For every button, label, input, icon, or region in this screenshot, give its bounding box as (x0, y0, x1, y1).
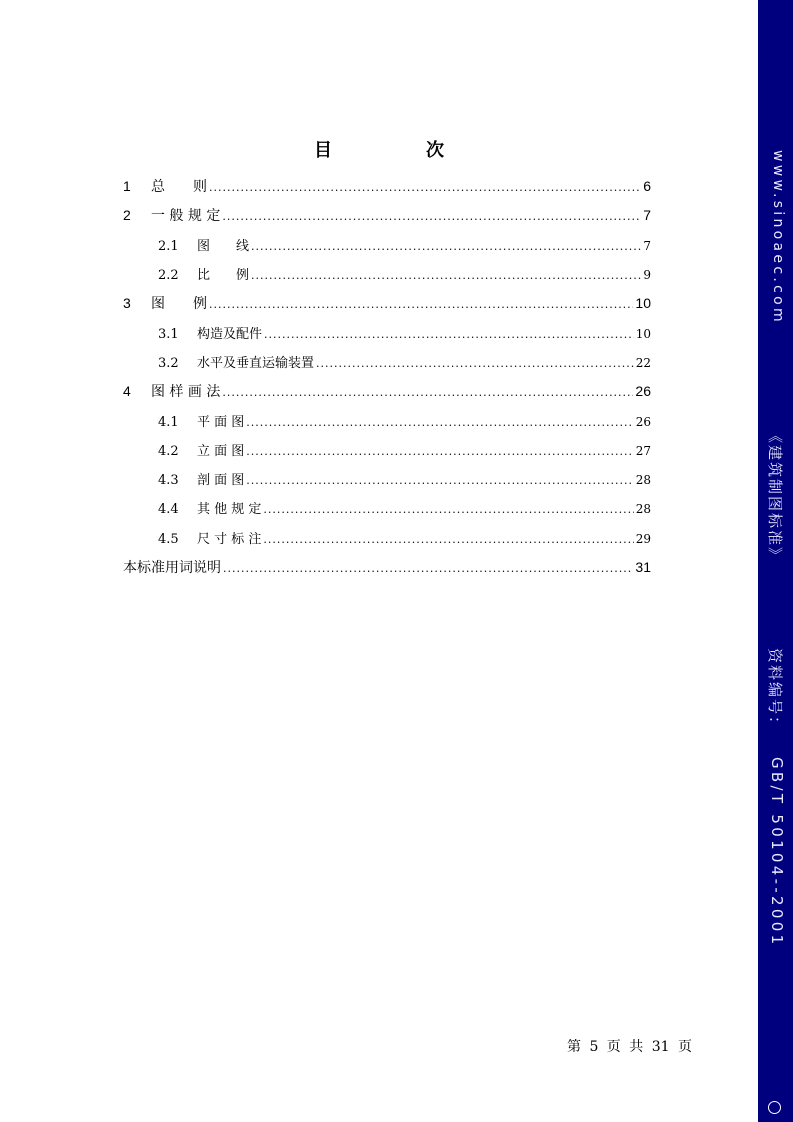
toc-entry[interactable]: 3 图 例 ..... 10 (123, 293, 651, 315)
page-title: 目 次 (314, 140, 482, 161)
website-text: www.sinoaec.com (770, 150, 786, 325)
toc-entry[interactable]: 4.1 平 面 图 ..... 26 (158, 411, 651, 433)
logo-icon (768, 1101, 781, 1114)
page-number-footer: 第 5 页 共 31 页 (567, 1039, 692, 1055)
toc-entry[interactable]: 2 一 般 规 定 ..... 7 (123, 205, 651, 227)
toc-entry[interactable]: 1 总 则 ..... 6 (123, 176, 651, 198)
toc-entry[interactable]: 3.2 水平及垂直运输装置 ..... 22 (158, 352, 651, 374)
document-name: 《建筑制图标准》 (766, 428, 784, 565)
toc-entry[interactable]: 3.1 构造及配件 ..... 10 (158, 323, 651, 345)
toc-entry[interactable]: 4.3 剖 面 图 ..... 28 (158, 469, 651, 491)
toc-entry[interactable]: 2.2 比 例 ..... 9 (158, 264, 651, 286)
toc-entry[interactable]: 2.1 图 线 ..... 7 (158, 235, 651, 257)
document-code: GB/T 50104--2001 (768, 757, 786, 948)
sidebar-banner (758, 0, 793, 1122)
toc-entry[interactable]: 本标准用词说明 ..... 31 (123, 557, 651, 579)
toc-entry[interactable]: 4.4 其 他 规 定 ..... 28 (158, 498, 651, 520)
toc-entry[interactable]: 4.5 尺 寸 标 注 ..... 29 (158, 528, 651, 550)
toc-entry[interactable]: 4 图 样 画 法 ..... 26 (123, 381, 651, 403)
toc-entry[interactable]: 4.2 立 面 图 ..... 27 (158, 440, 651, 462)
code-label: 资料编号： (766, 648, 784, 734)
